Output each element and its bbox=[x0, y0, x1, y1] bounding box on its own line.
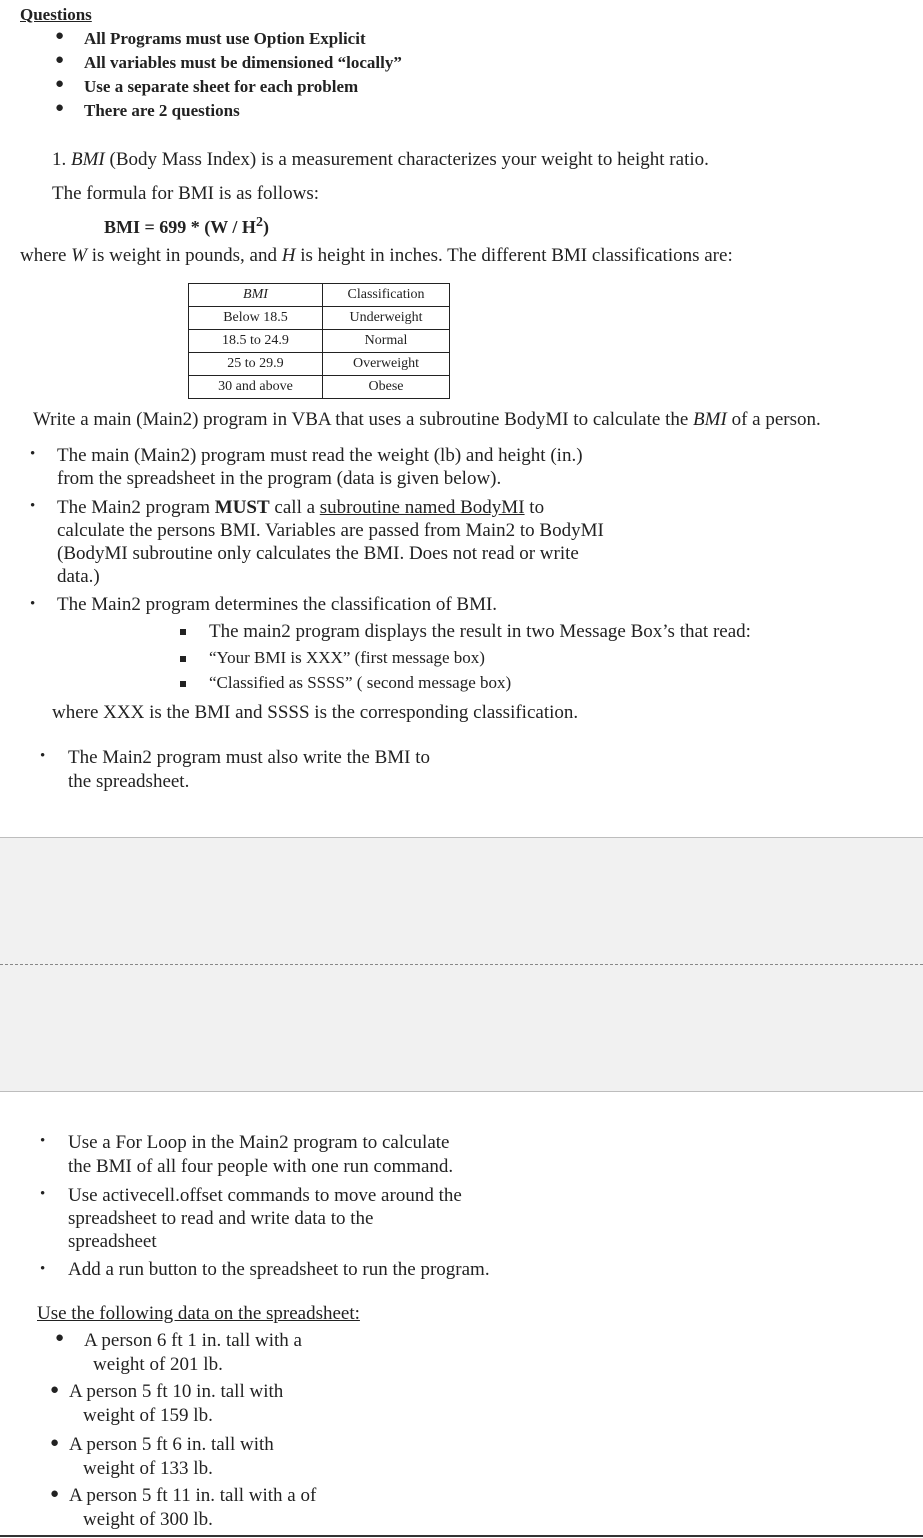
person-item: A person 6 ft 1 in. tall with a weight of 201 lb. bbox=[84, 1330, 302, 1375]
questions-heading: Questions bbox=[20, 5, 92, 24]
bmi-formula bbox=[104, 215, 269, 238]
person-item: A person 5 ft 6 in. tall with weight of 133 lb. bbox=[69, 1434, 274, 1479]
sub-bullet: The main2 program displays the result in two Message Box’s that read: bbox=[209, 621, 751, 642]
bullet-line: The main (Main2) program must read the weight (lb) and height (in.) bbox=[57, 445, 583, 466]
table-row bbox=[189, 307, 450, 330]
square-bullet-icon bbox=[180, 656, 186, 662]
w-variable: W bbox=[71, 245, 87, 266]
bullet-icon: • bbox=[30, 498, 36, 514]
instruction-text: Write a main (Main2) program in VBA that uses a subroutine BodyMI to calculate the bbox=[33, 409, 689, 430]
table-row bbox=[189, 376, 450, 399]
bullet-write-bmi bbox=[68, 746, 430, 794]
square-bullet-icon bbox=[180, 681, 186, 687]
bullet-offset bbox=[68, 1184, 462, 1253]
bullet-icon: ● bbox=[55, 28, 65, 44]
bullet-line: the BMI of all four people with one run command. bbox=[68, 1156, 454, 1177]
formula-text: BMI = 699 * (W / H bbox=[104, 217, 256, 237]
intro-text: (Body Mass Index) is a measurement characterizes your weight to height ratio. bbox=[109, 149, 709, 170]
subroutine-name: subroutine named BodyMI bbox=[319, 497, 525, 518]
table-header-row bbox=[189, 284, 450, 307]
bullet-classification: The Main2 program determines the classification of BMI. bbox=[57, 594, 498, 615]
bullet-line: (BodyMI subroutine only calculates the BMI. Does not read or write bbox=[57, 543, 579, 564]
where-xxx-line: where XXX is the BMI and SSSS is the corresponding classification. bbox=[52, 702, 579, 723]
table-cell: Underweight bbox=[323, 307, 450, 330]
bullet-call-subroutine bbox=[57, 496, 604, 588]
sub-bullet: “Your BMI is XXX” (first message box) bbox=[209, 648, 485, 667]
bmi-term: BMI bbox=[693, 409, 727, 430]
table-row bbox=[189, 330, 450, 353]
table-cell: Overweight bbox=[323, 353, 450, 376]
table-cell: 30 and above bbox=[189, 376, 323, 399]
formula-exponent: 2 bbox=[255, 215, 263, 230]
person-item: A person 5 ft 11 in. tall with a of weight of 300 lb. bbox=[69, 1485, 317, 1530]
bullet-icon: ● bbox=[50, 1486, 60, 1502]
question-number: 1. bbox=[52, 149, 67, 170]
table-cell: 25 to 29.9 bbox=[189, 353, 323, 376]
bullet-icon: ● bbox=[55, 76, 65, 92]
formula-close: ) bbox=[262, 217, 269, 237]
square-bullet-icon bbox=[180, 629, 186, 635]
question-1-intro bbox=[52, 149, 709, 171]
bullet-line: Use a For Loop in the Main2 program to calculate bbox=[68, 1132, 450, 1153]
sub-bullet: “Classified as SSSS” ( second message box) bbox=[209, 673, 512, 692]
bullet-line: The Main2 program MUST call a subroutine named BodyMI to bbox=[57, 497, 545, 518]
bullet-for-loop bbox=[68, 1131, 453, 1179]
page-break-dash bbox=[0, 964, 923, 965]
bullet-icon: • bbox=[30, 596, 36, 612]
bullet-icon: • bbox=[40, 1186, 46, 1202]
bullet-icon: • bbox=[40, 748, 46, 764]
rule-item: There are 2 questions bbox=[84, 101, 240, 120]
bmi-term: BMI bbox=[71, 149, 105, 170]
table-cell: Obese bbox=[323, 376, 450, 399]
main-instruction bbox=[33, 409, 821, 431]
bottom-rule bbox=[0, 1535, 923, 1537]
bullet-icon: • bbox=[40, 1133, 46, 1149]
where-text: is weight in pounds, and bbox=[91, 245, 277, 266]
table-cell: 18.5 to 24.9 bbox=[189, 330, 323, 353]
where-text: is height in inches. The different BMI classifications are: bbox=[300, 245, 733, 266]
rule-item: All Programs must use Option Explicit bbox=[84, 29, 366, 48]
person-item: A person 5 ft 10 in. tall with weight of 159 lb. bbox=[69, 1381, 284, 1426]
rule-item: All variables must be dimensioned “locally” bbox=[84, 53, 402, 72]
bullet-line: spreadsheet to read and write data to the bbox=[68, 1208, 374, 1229]
bullet-icon: • bbox=[40, 1261, 46, 1277]
bullet-line: calculate the persons BMI. Variables are passed from Main2 to BodyMI bbox=[57, 520, 604, 541]
bullet-icon: ● bbox=[50, 1435, 60, 1451]
bullet-icon: ● bbox=[55, 100, 65, 116]
bullet-line: the spreadsheet. bbox=[68, 771, 190, 792]
bullet-read-data bbox=[57, 444, 583, 490]
bullet-icon: • bbox=[30, 446, 36, 462]
bmi-classification-table bbox=[188, 283, 450, 399]
instruction-text: of a person. bbox=[731, 409, 821, 430]
bullet-icon: ● bbox=[50, 1382, 60, 1398]
rule-item: Use a separate sheet for each problem bbox=[84, 77, 359, 96]
bullet-line: The Main2 program must also write the BMI to bbox=[68, 747, 430, 768]
bullet-icon: ● bbox=[55, 1330, 65, 1346]
bullet-line: data.) bbox=[57, 566, 100, 587]
h-variable: H bbox=[281, 245, 296, 266]
bullet-icon: ● bbox=[55, 52, 65, 68]
bullet-line: spreadsheet bbox=[68, 1231, 157, 1252]
where-line bbox=[20, 245, 733, 267]
formula-intro: The formula for BMI is as follows: bbox=[52, 183, 320, 204]
bullet-line: Use activecell.offset commands to move around the bbox=[68, 1185, 462, 1206]
table-cell: Normal bbox=[323, 330, 450, 353]
table-header-cell: BMI bbox=[189, 284, 323, 307]
data-heading: Use the following data on the spreadsheet: bbox=[37, 1303, 360, 1324]
where-text: where bbox=[20, 245, 67, 266]
must-emphasis: MUST bbox=[214, 497, 270, 518]
table-row bbox=[189, 353, 450, 376]
bullet-run-button: Add a run button to the spreadsheet to run the program. bbox=[68, 1259, 490, 1280]
bullet-line: from the spreadsheet in the program (data is given below). bbox=[57, 468, 502, 489]
table-header-cell: Classification bbox=[323, 284, 450, 307]
table-cell: Below 18.5 bbox=[189, 307, 323, 330]
